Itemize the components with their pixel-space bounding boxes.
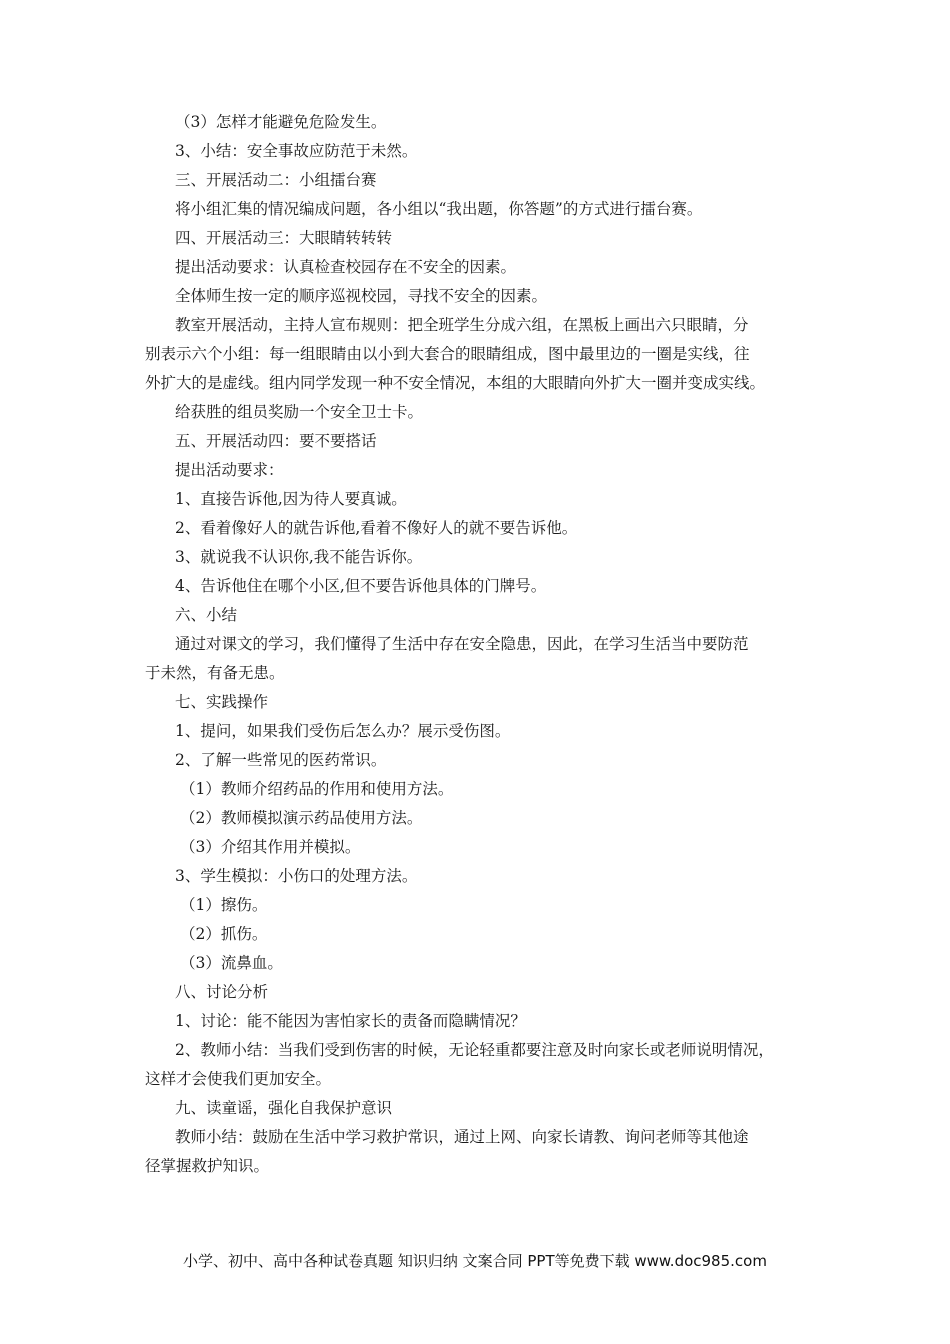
- section-heading: 三、开展活动二：小组擂台赛: [175, 171, 377, 189]
- text-line: 给获胜的组员奖励一个安全卫士卡。: [175, 403, 424, 421]
- text-line: 全体师生按一定的顺序巡视校园，寻找不安全的因素。: [175, 287, 548, 305]
- section-heading: 六、小结: [175, 606, 238, 624]
- list-item: 3、就说我不认识你,我不能告诉你。: [175, 548, 423, 566]
- text-line: 于未然，有备无患。: [145, 664, 285, 682]
- text-line: 3、小结：安全事故应防范于未然。: [175, 142, 418, 160]
- list-item: （3）介绍其作用并模拟。: [180, 838, 361, 856]
- text-line: 通过对课文的学习，我们懂得了生活中存在安全隐患，因此，在学习生活当中要防范: [175, 635, 749, 653]
- list-item: （2）教师模拟演示药品使用方法。: [180, 809, 423, 827]
- text-line: 外扩大的是虚线。组内同学发现一种不安全情况，本组的大眼睛向外扩大一圈并变成实线。: [145, 374, 766, 392]
- text-line: 将小组汇集的情况编成问题，各小组以“我出题，你答题”的方式进行擂台赛。: [175, 200, 703, 218]
- list-item: 3、学生模拟：小伤口的处理方法。: [175, 867, 418, 885]
- text-line: 提出活动要求：认真检查校园存在不安全的因素。: [175, 258, 517, 276]
- section-heading: 五、开展活动四：要不要搭话: [175, 432, 377, 450]
- section-heading: 九、读童谣，强化自我保护意识: [175, 1099, 393, 1117]
- list-item: 2、看着像好人的就告诉他,看着不像好人的就不要告诉他。: [175, 519, 578, 537]
- list-item: 2、教师小结：当我们受到伤害的时候，无论轻重都要注意及时向家长或老师说明情况，: [175, 1041, 774, 1059]
- text-line: 教室开展活动，主持人宣布规则：把全班学生分成六组，在黑板上画出六只眼睛，分: [175, 316, 749, 334]
- text-line: 别表示六个小组：每一组眼睛由以小到大套合的眼睛组成，图中最里边的一圈是实线，往: [145, 345, 750, 363]
- page-footer: 小学、初中、高中各种试卷真题 知识归纳 文案合同 PPT等免费下载 www.doc985.com: [183, 1252, 767, 1270]
- list-item: （3）流鼻血。: [180, 954, 283, 972]
- text-line: 径掌握救护知识。: [145, 1157, 270, 1175]
- section-heading: 七、实践操作: [175, 693, 269, 711]
- list-item: （1）教师介绍药品的作用和使用方法。: [180, 780, 454, 798]
- text-line: 这样才会使我们更加安全。: [145, 1070, 332, 1088]
- list-item: （1）擦伤。: [180, 896, 268, 914]
- list-item: 1、提问，如果我们受伤后怎么办？展示受伤图。: [175, 722, 511, 740]
- section-heading: 八、讨论分析: [175, 983, 269, 1001]
- list-item: 1、直接告诉他,因为待人要真诚。: [175, 490, 407, 508]
- section-heading: 四、开展活动三：大眼睛转转转: [175, 229, 393, 247]
- text-line: （3）怎样才能避免危险发生。: [175, 113, 387, 131]
- text-line: 教师小结：鼓励在生活中学习救护常识，通过上网、向家长请教、询问老师等其他途: [175, 1128, 749, 1146]
- list-item: （2）抓伤。: [180, 925, 268, 943]
- text-line: 提出活动要求：: [175, 461, 284, 479]
- list-item: 2、了解一些常见的医药常识。: [175, 751, 387, 769]
- list-item: 1、讨论：能不能因为害怕家长的责备而隐瞒情况？: [175, 1012, 526, 1030]
- list-item: 4、告诉他住在哪个小区,但不要告诉他具体的门牌号。: [175, 577, 547, 595]
